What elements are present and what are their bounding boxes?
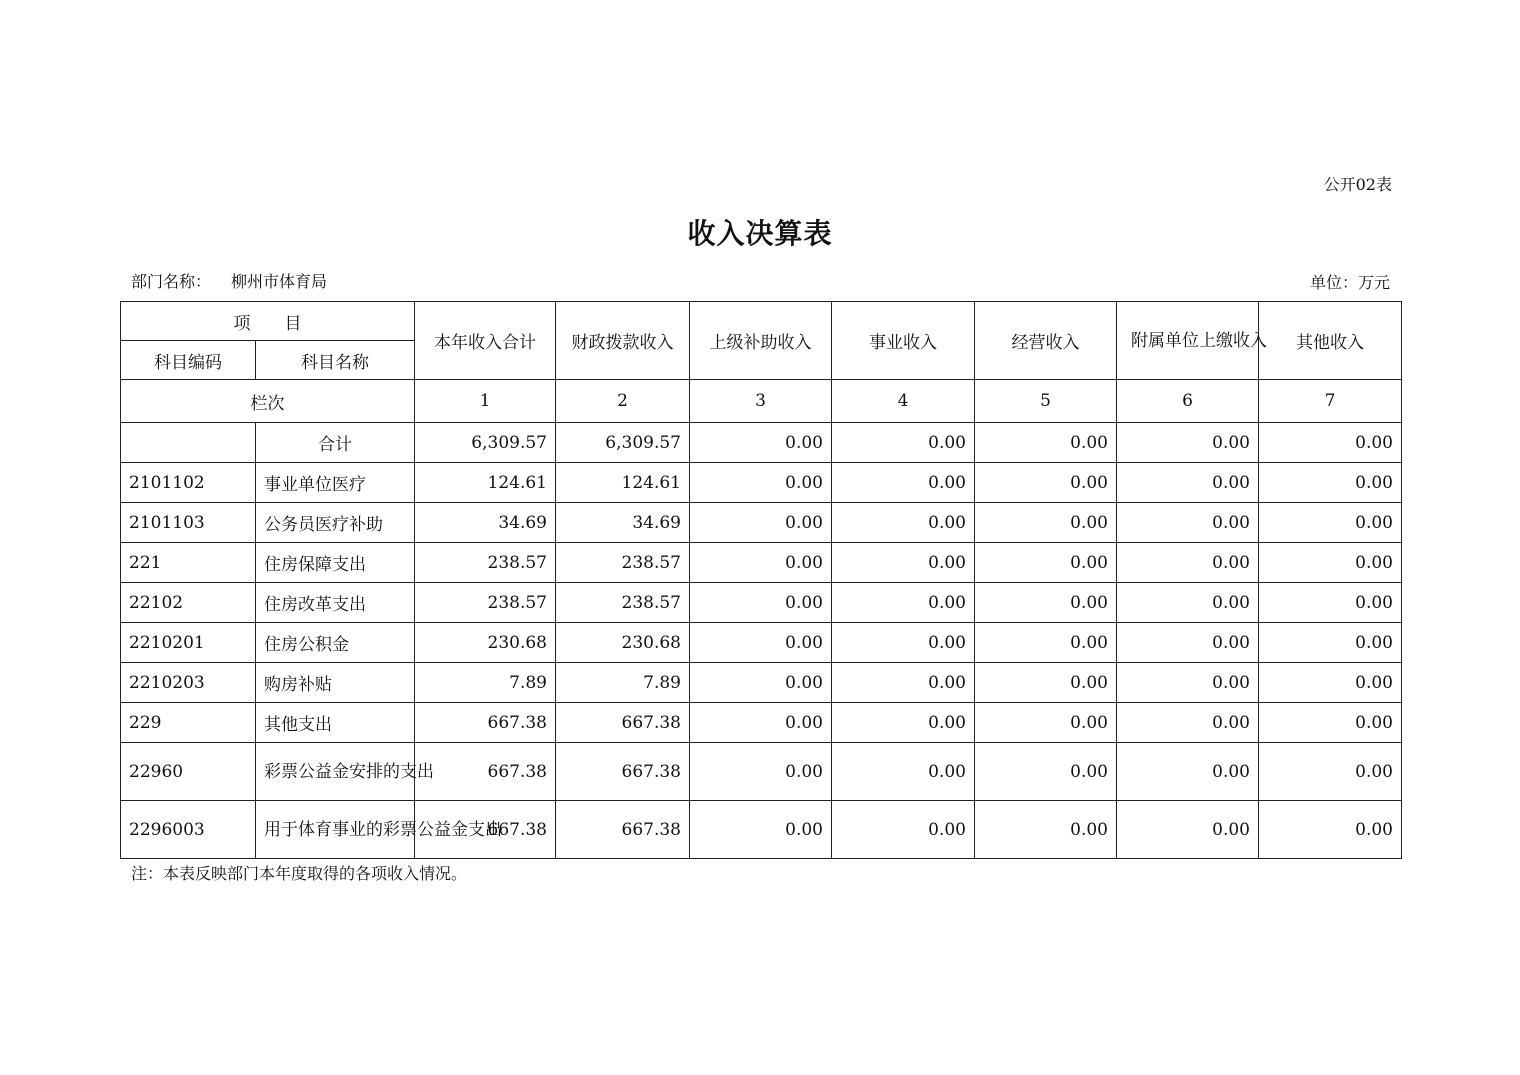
total-value: 6,309.57 (556, 423, 690, 463)
total-value: 0.00 (1117, 423, 1259, 463)
amount-cell: 0.00 (832, 463, 975, 503)
subject-code: 22102 (121, 583, 256, 623)
amount-cell: 667.38 (415, 801, 556, 859)
amount-cell: 0.00 (690, 623, 832, 663)
amount-cell: 0.00 (975, 583, 1117, 623)
amount-cell: 0.00 (832, 663, 975, 703)
amount-cell: 0.00 (1259, 543, 1402, 583)
amount-cell: 230.68 (415, 623, 556, 663)
subject-name: 其他支出 (256, 703, 415, 743)
total-value: 6,309.57 (415, 423, 556, 463)
table-row (121, 703, 1402, 743)
table-row (121, 743, 1402, 801)
subject-name: 住房公积金 (256, 623, 415, 663)
subject-code: 229 (121, 703, 256, 743)
amount-cell: 7.89 (556, 663, 690, 703)
subject-name: 购房补贴 (256, 663, 415, 703)
amount-cell: 0.00 (690, 463, 832, 503)
amount-cell: 124.61 (415, 463, 556, 503)
income-table (120, 301, 1402, 859)
amount-cell: 0.00 (1117, 463, 1259, 503)
header-col-7: 其他收入 (1259, 302, 1402, 380)
amount-cell: 0.00 (975, 801, 1117, 859)
amount-cell: 0.00 (832, 623, 975, 663)
amount-cell: 0.00 (975, 623, 1117, 663)
amount-cell: 0.00 (1259, 743, 1402, 801)
amount-cell: 0.00 (1259, 583, 1402, 623)
amount-cell: 0.00 (1259, 623, 1402, 663)
column-index-4: 4 (832, 380, 975, 423)
column-index-1: 1 (415, 380, 556, 423)
total-value: 0.00 (975, 423, 1117, 463)
amount-cell: 0.00 (1117, 583, 1259, 623)
table-row (121, 543, 1402, 583)
total-row (121, 423, 1402, 463)
table-row (121, 463, 1402, 503)
amount-cell: 0.00 (1259, 463, 1402, 503)
amount-cell: 0.00 (975, 743, 1117, 801)
page-title: 收入决算表 (687, 217, 833, 250)
table-row (121, 623, 1402, 663)
column-index-5: 5 (975, 380, 1117, 423)
subject-name: 公务员医疗补助 (256, 503, 415, 543)
amount-cell: 0.00 (1117, 663, 1259, 703)
amount-cell: 0.00 (690, 663, 832, 703)
subject-name: 住房保障支出 (256, 543, 415, 583)
column-index-2: 2 (556, 380, 690, 423)
subject-name: 事业单位医疗 (256, 463, 415, 503)
amount-cell: 0.00 (1117, 703, 1259, 743)
total-value: 0.00 (690, 423, 832, 463)
subject-code: 2101103 (121, 503, 256, 543)
header-col-1: 本年收入合计 (415, 302, 556, 380)
header-name: 科目名称 (256, 341, 415, 380)
amount-cell: 667.38 (415, 743, 556, 801)
table-row (121, 663, 1402, 703)
amount-cell: 0.00 (690, 801, 832, 859)
amount-cell: 238.57 (415, 583, 556, 623)
amount-cell: 124.61 (556, 463, 690, 503)
header-item: 项 目 (121, 302, 415, 341)
subject-code: 2296003 (121, 801, 256, 859)
amount-cell: 0.00 (832, 503, 975, 543)
subject-code: 22960 (121, 743, 256, 801)
amount-cell: 667.38 (556, 801, 690, 859)
amount-cell: 667.38 (556, 743, 690, 801)
amount-cell: 0.00 (975, 543, 1117, 583)
amount-cell: 0.00 (690, 543, 832, 583)
amount-cell: 0.00 (1259, 801, 1402, 859)
table-row (121, 801, 1402, 859)
amount-cell: 0.00 (975, 503, 1117, 543)
header-col-3: 上级补助收入 (690, 302, 832, 380)
amount-cell: 0.00 (1117, 743, 1259, 801)
amount-cell: 0.00 (1117, 623, 1259, 663)
header-col-2: 财政拨款收入 (556, 302, 690, 380)
amount-cell: 0.00 (832, 703, 975, 743)
department-label: 部门名称： (131, 272, 212, 291)
amount-cell: 0.00 (975, 663, 1117, 703)
amount-cell: 0.00 (690, 743, 832, 801)
column-index-7: 7 (1259, 380, 1402, 423)
subject-code: 2210203 (121, 663, 256, 703)
department-line (131, 269, 327, 292)
subject-name: 彩票公益金安排的支出 (256, 743, 415, 801)
amount-cell: 238.57 (556, 543, 690, 583)
form-number: 公开02表 (1323, 175, 1392, 194)
amount-cell: 0.00 (832, 801, 975, 859)
amount-cell: 0.00 (975, 463, 1117, 503)
subject-code: 2210201 (121, 623, 256, 663)
department-value: 柳州市体育局 (231, 272, 328, 291)
table-row (121, 503, 1402, 543)
amount-cell: 0.00 (832, 543, 975, 583)
column-index-6: 6 (1117, 380, 1259, 423)
amount-cell: 34.69 (415, 503, 556, 543)
subject-code: 221 (121, 543, 256, 583)
amount-cell: 0.00 (1259, 703, 1402, 743)
amount-cell: 34.69 (556, 503, 690, 543)
column-index-3: 3 (690, 380, 832, 423)
header-code: 科目编码 (121, 341, 256, 380)
total-code (121, 423, 256, 463)
amount-cell: 0.00 (1259, 663, 1402, 703)
subject-code: 2101102 (121, 463, 256, 503)
amount-cell: 230.68 (556, 623, 690, 663)
subject-name: 用于体育事业的彩票公益金支出 (256, 801, 415, 859)
amount-cell: 0.00 (690, 703, 832, 743)
amount-cell: 238.57 (556, 583, 690, 623)
unit-label: 单位：万元 (1309, 273, 1390, 292)
total-label: 合计 (256, 423, 415, 463)
amount-cell: 0.00 (975, 703, 1117, 743)
amount-cell: 238.57 (415, 543, 556, 583)
amount-cell: 667.38 (556, 703, 690, 743)
amount-cell: 0.00 (1117, 503, 1259, 543)
header-col-5: 经营收入 (975, 302, 1117, 380)
amount-cell: 0.00 (832, 583, 975, 623)
column-index-label: 栏次 (121, 380, 415, 423)
amount-cell: 0.00 (832, 743, 975, 801)
amount-cell: 0.00 (690, 583, 832, 623)
total-value: 0.00 (832, 423, 975, 463)
subject-name: 住房改革支出 (256, 583, 415, 623)
table-row (121, 583, 1402, 623)
amount-cell: 0.00 (1259, 503, 1402, 543)
amount-cell: 0.00 (690, 503, 832, 543)
footnote: 注：本表反映部门本年度取得的各项收入情况。 (131, 864, 468, 883)
amount-cell: 7.89 (415, 663, 556, 703)
amount-cell: 0.00 (1117, 543, 1259, 583)
amount-cell: 667.38 (415, 703, 556, 743)
amount-cell: 0.00 (1117, 801, 1259, 859)
header-col-4: 事业收入 (832, 302, 975, 380)
total-value: 0.00 (1259, 423, 1402, 463)
header-col-6: 附属单位上缴收入 (1117, 302, 1259, 380)
